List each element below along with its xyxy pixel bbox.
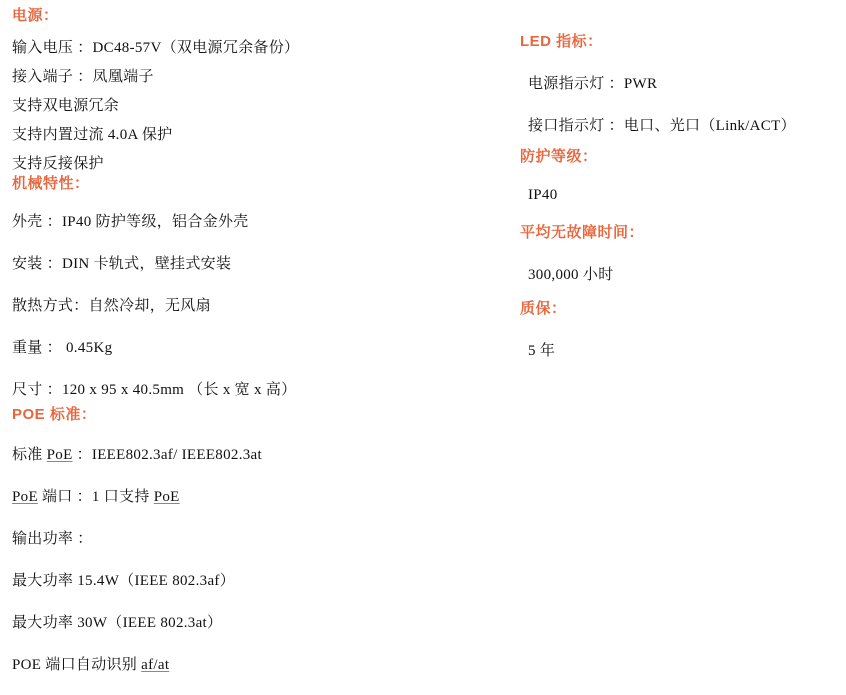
section-heading-power: 电源： [12, 7, 59, 24]
spec-line-max-power-at: 最大功率 30W（IEEE 802.3at） [12, 615, 223, 631]
spec-line-overcurrent-protection: 支持内置过流 4.0A 保护 [12, 127, 173, 143]
spec-line-input-voltage: 输入电压 ：DC48-57V（双电源冗余备份） [12, 40, 300, 56]
spec-line-weight: 重量 ： 0.45Kg [12, 340, 113, 356]
spec-line-port-led: 接口指示灯 ：电口、光口（Link/ACT） [528, 118, 796, 134]
spec-line-max-power-af: 最大功率 15.4W（IEEE 802.3af） [12, 573, 235, 589]
spec-line-poe-auto-detect: POE 端口自动识别 af/at [12, 657, 170, 673]
spec-line-cooling: 散热方式：自然冷却，无风扇 [12, 298, 211, 314]
section-heading-protection-level: 防护等级： [520, 148, 598, 165]
section-mechanical [12, 172, 297, 420]
spec-line-reverse-protection: 支持反接保护 [12, 156, 104, 172]
section-heading-mtbf: 平均无故障时间： [520, 224, 645, 241]
section-heading-poe: POE 标准： [12, 406, 97, 423]
section-power [12, 4, 299, 181]
spec-line-enclosure: 外壳 ：IP40 防护等级，铝合金外壳 [12, 214, 249, 230]
spec-line-terminal: 接入端子 ：凤凰端子 [12, 69, 154, 85]
section-mtbf [520, 221, 644, 284]
spec-line-warranty-value: 5 年 [528, 343, 556, 359]
spec-line-mtbf-value: 300,000 小时 [528, 267, 614, 283]
spec-line-dimensions: 尺寸 ：120 x 95 x 40.5mm （长 x 宽 x 高） [12, 382, 297, 398]
spec-line-poe-ports: PoE 端口 ：1 口支持 PoE [12, 489, 180, 505]
spec-line-mounting: 安装 ：DIN 卡轨式，壁挂式安装 [12, 256, 232, 272]
section-heading-warranty: 质保： [520, 300, 567, 317]
section-poe [12, 403, 262, 695]
section-led [520, 30, 796, 156]
section-heading-led: LED 指标： [520, 33, 603, 50]
section-warranty [520, 297, 567, 360]
spec-line-dual-power-redundancy: 支持双电源冗余 [12, 98, 120, 114]
spec-line-power-led: 电源指示灯 ：PWR [528, 76, 658, 92]
spec-line-output-power: 输出功率 ： [12, 531, 93, 547]
section-protection-level [520, 145, 598, 204]
spec-line-poe-standard: 标准 PoE ：IEEE802.3af/ IEEE802.3at [12, 447, 262, 463]
spec-line-ip-rating: IP40 [528, 187, 558, 203]
section-heading-mechanical: 机械特性： [12, 175, 90, 192]
